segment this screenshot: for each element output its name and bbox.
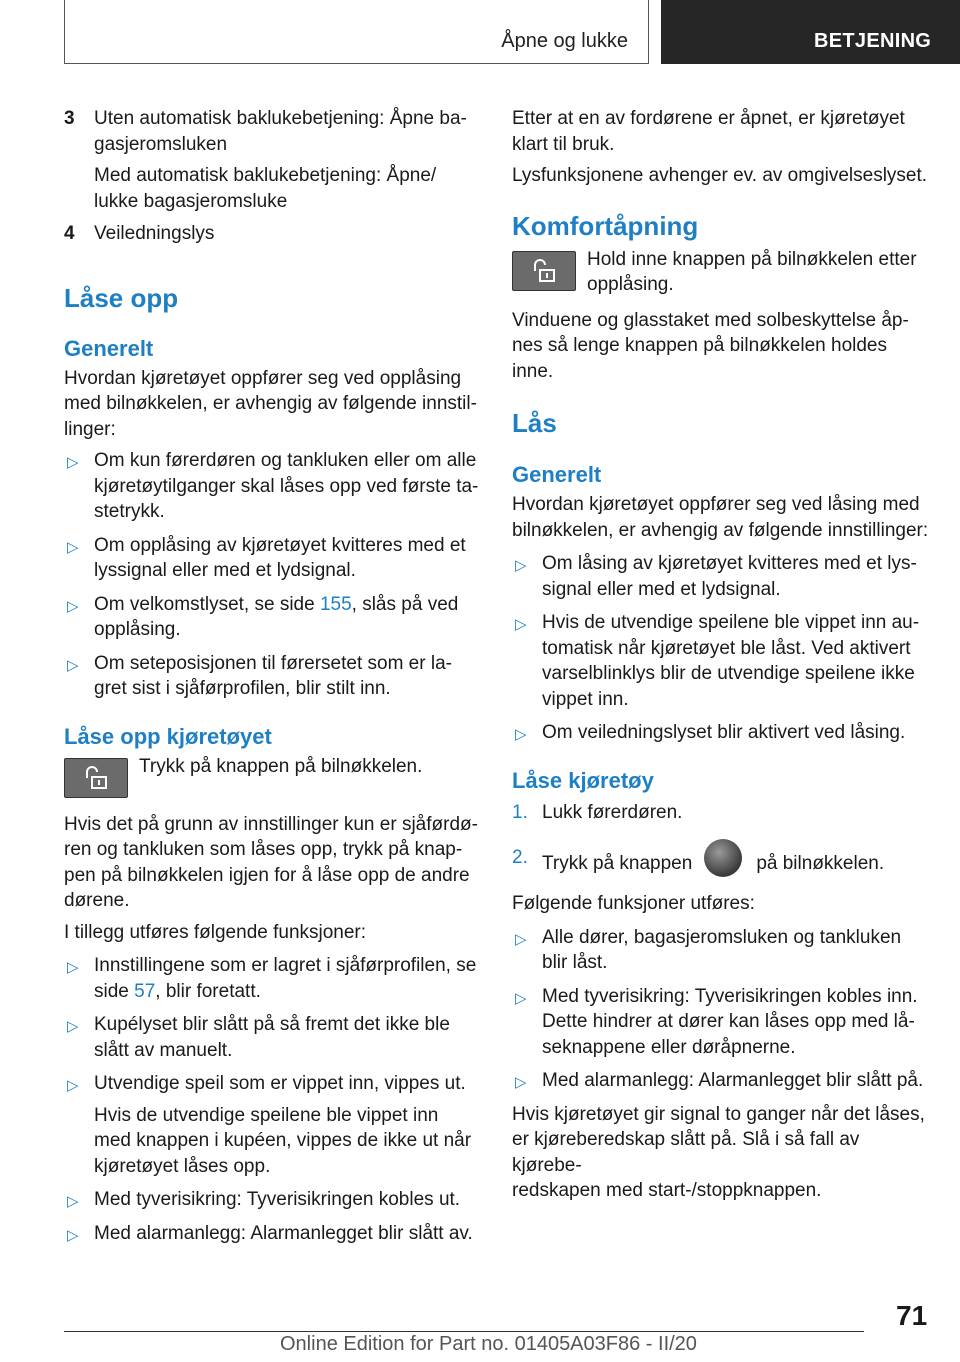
list-item: ▷ Om kun førerdøren og tankluken eller om alle kjøretøytilganger skal låses opp ved første ta- stetrykk. [67, 450, 479, 522]
footer-edition: Online Edition for Part no. 01405A03F86 - II/20 [280, 1333, 697, 1355]
left-column [64, 106, 479, 1254]
list-item: ▷ Innstillingene som er lagret i sjåførprofilen, se side 57, blir foretatt. [67, 955, 477, 1002]
paragraph-general-lock: Hvordan kjøretøyet oppfører seg ved låsing med bilnøkkelen, er avhengig av følgende innstillinger: [512, 494, 929, 541]
triangle-bullet-icon: ▷ [67, 1018, 79, 1035]
triangle-bullet-icon: ▷ [515, 726, 527, 743]
list-item: ▷ Om velkomstlyset, se side 155, slås på ved opplåsing. [67, 593, 459, 640]
step-1: 1. Lukk førerdøren. [512, 801, 683, 823]
paragraph-general: Hvordan kjøretøyet oppfører seg ved opplåsing med bilnøkkelen, er avhengig av følgende innstil- linger: [64, 367, 477, 440]
list-item: ▷ Hvis de utvendige speilene ble vippet inn au- tomatisk når kjøretøyet ble låst. Ved aktivert varselblinklys blir de utvendige speilene ikke vippet inn. [515, 612, 920, 710]
paragraph-driver-door: Hvis det på grunn av innstillinger kun er sjåførdø- ren og tankluken som låses opp, trykk på knap- pen på bilnøkkelen igjen for å låse opp de andre dørene. [64, 813, 478, 911]
heading-lase-opp: Låse opp [64, 282, 179, 313]
list-item: ▷ Om låsing av kjøretøyet kvitteres med et lys- signal eller med et lydsignal. [515, 553, 917, 600]
page-link-155[interactable]: 155 [319, 593, 352, 615]
heading-las: Lås [512, 408, 557, 438]
triangle-bullet-icon: ▷ [67, 454, 79, 471]
list-item: ▷ Med tyverisikring: Tyverisikringen kobles ut. [64, 1187, 479, 1213]
triangle-bullet-icon: ▷ [67, 1077, 79, 1094]
step-4: 4 Veiledningslys [64, 223, 215, 244]
header-chapter-title: BETJENING [814, 30, 932, 52]
list-item: ▷ Alle dører, bagasjeromsluken og tankluken blir låst. [515, 926, 902, 973]
heading-komfortapning: Komfortåpning [512, 210, 699, 241]
heading-generelt: Generelt [512, 462, 602, 487]
paragraph-functions-lock: Følgende funksjoner utføres: [512, 893, 755, 914]
heading-lase-kjoretoy: Låse kjøretøy [512, 767, 654, 793]
header-section-box [64, 0, 649, 64]
triangle-bullet-icon: ▷ [67, 656, 79, 674]
list-item: ▷ Med alarmanlegg: Alarmanlegget blir slått på. [512, 1068, 932, 1094]
comfort-instruction: Hold inne knappen på bilnøkkelen etter opplåsing. [512, 247, 932, 298]
header-chapter-tab [661, 0, 960, 64]
right-column [512, 106, 932, 1210]
triangle-bullet-icon: ▷ [515, 930, 527, 948]
unlock-instruction: Trykk på knappen på bilnøkkelen. [64, 754, 479, 802]
list-item: ▷ Om opplåsing av kjøretøyet kvitteres med et lyssignal eller med et lydsignal. [67, 534, 466, 581]
list-item: ▷ Kupélyset blir slått på så fremt det ikke ble slått av manuelt. [67, 1014, 450, 1061]
list-item: ▷ Med alarmanlegg: Alarmanlegget blir slått av. [64, 1221, 479, 1247]
page-number: 71 [896, 1300, 928, 1331]
list-item: ▷ Utvendige speil som er vippet inn, vippes ut. Hvis de utvendige speilene ble vippet inn med knappen i kupéen, vippes de ikke ut når kjøretøyet låses opp. [67, 1073, 472, 1177]
heading-lase-opp-kjoretoyet: Låse opp kjøretøyet [64, 723, 272, 749]
paragraph-windows: Vinduene og glasstaket med solbeskyttelse åp- nes så lenge knappen på bilnøkkelen holdes inne. [512, 309, 909, 382]
paragraph-functions: I tillegg utføres følgende funksjoner: [64, 921, 367, 943]
unlock-icon [512, 251, 576, 291]
list-item: ▷ Om veiledningslyset blir aktivert ved låsing. [512, 720, 932, 746]
paragraph-light: Lysfunksjonene avhenger ev. av omgivelseslyset. [512, 165, 928, 186]
paragraph-ready: Etter at en av fordørene er åpnet, er kjøretøyet klart til bruk. [512, 108, 905, 155]
list-item: ▷ Om seteposisjonen til førersetet som er la- gret sist i sjåførprofilen, blir stilt inn. [67, 652, 452, 699]
triangle-bullet-icon: ▷ [67, 597, 79, 615]
list-item: ▷ Med tyverisikring: Tyverisikringen kobles inn. Dette hindrer at dører kan låses opp med lå- seknappene eller døråpnerne. [515, 985, 918, 1058]
triangle-bullet-icon: ▷ [67, 1193, 79, 1210]
triangle-bullet-icon: ▷ [67, 1226, 79, 1244]
triangle-bullet-icon: ▷ [67, 538, 79, 556]
step-2: 2. Trykk på knappen på bilnøkkelen. [512, 845, 932, 883]
triangle-bullet-icon: ▷ [515, 989, 527, 1007]
page-link-57[interactable]: 57 [134, 980, 156, 1002]
footer-divider [64, 1331, 864, 1332]
triangle-bullet-icon: ▷ [515, 616, 527, 633]
heading-generelt: Generelt [64, 335, 154, 361]
header-section-title: Åpne og lukke [501, 30, 628, 52]
paragraph-signal: Hvis kjøretøyet gir signal to ganger når det låses, er kjøreberedskap slått på. Slå i så fall av kjørebe- redskapen med start-/stoppknappen. [512, 1103, 925, 1201]
triangle-bullet-icon: ▷ [515, 557, 527, 574]
triangle-bullet-icon: ▷ [515, 1074, 527, 1091]
bmw-logo-icon [704, 839, 742, 877]
triangle-bullet-icon: ▷ [67, 959, 79, 976]
step-3: 3 Uten automatisk baklukebetjening: Åpne ba- gasjeromsluken Med automatisk baklukebetjening: Åpne/ lukke bagasjeromsluke [64, 108, 467, 212]
unlock-icon [64, 758, 128, 798]
